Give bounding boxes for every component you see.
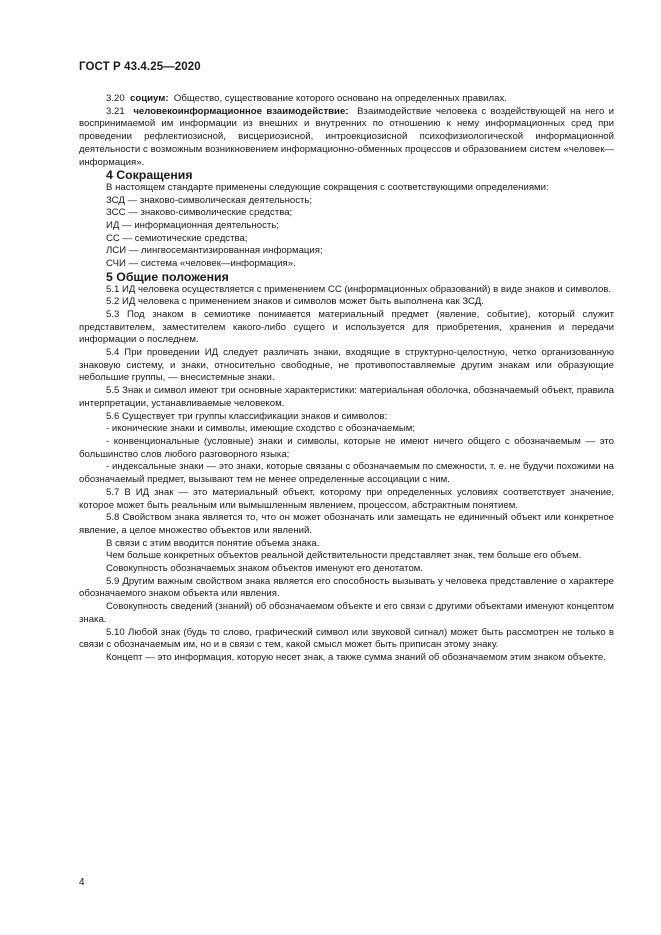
definition-number: 3.20 [106,93,125,104]
definition-3-20 [79,93,614,106]
definition-text: Общество, существование которого основано на определенных правилах. [173,93,507,104]
list-item-indexical: - индексальные знаки — это знаки, которые связаны с обозначаемым по смежности, т. е. не будучи похожими на обозначаемый предмет, вызывают тем не менее определенные ассоциации с ним. [79,461,614,486]
paragraph-5-9: 5.9 Другим важным свойством знака является его способность вызывать у человека представление о характере обозначаемого знаком объекта или явления. [79,575,614,600]
definition-number: 3.21 [106,105,125,117]
paragraph-5-9-concept: Совокупность сведений (знаний) об обозначаемом объекте и его связи с другими объектами именуют концептом знака. [79,601,614,625]
document-body [79,93,614,665]
page-number: 4 [79,877,85,888]
abbreviation-item: ЗСД — знаково-символическая деятельность; [106,194,313,206]
list-item-iconic: - иконические знаки и символы, имеющие сходство с обозначаемым; [106,423,416,435]
document-header: ГОСТ Р 43.4.25—2020 [79,61,201,73]
abbreviations-list [79,195,614,271]
section-5-heading: 5 Общие положения [106,269,229,284]
paragraph-5-10-concept: Концепт — это информация, которую несет знак, а также сумма знаний об обозначаемом этим знаком объекте. [106,651,606,663]
paragraph-5-6: 5.6 Существует три группы классификации знаков и символов: [106,410,388,422]
abbreviation-item: СЧИ — система «человек—информация». [106,258,296,270]
paragraph-5-3: 5.3 Под знаком в семиотике понимается материальный предмет (явление, событие), который служит представителем, заместителем какого-либо сущего и используется для приобретения, хранения и передачи информации о последнем. [79,308,614,346]
paragraph-5-10: 5.10 Любой знак (будь то слово, графический символ или звуковой сигнал) может быть рассмотрен не только в связи с обозначаемым им, но и в связи с тем, какой смысл может быть приписан этому знаку. [79,626,614,651]
paragraph-5-5: 5.5 Знак и символ имеют три основные характеристики: материальная оболочка, обозначаемый объект, правила интерпретации, устанавливаемые человеком. [79,385,614,409]
abbreviations-intro: В настоящем стандарте применены следующие сокращения с соответствующими определениями: [106,181,549,193]
abbreviation-item: ЗСС — знаково-символические средства; [106,207,293,219]
abbreviation-item: СС — семиотические средства; [106,232,248,244]
paragraph-5-8-more: Чем больше конкретных объектов реальной действительности представляет знак, тем больше его объем. [106,550,582,562]
list-item-conventional: - конвенциональные (условные) знаки и символы, которые не имеют ничего общего с обозначаемым — это большинство слов любого разговорного языка; [79,435,614,460]
definition-3-21 [79,106,614,170]
paragraph-5-8: 5.8 Свойством знака является то, что он может обозначать или замещать не единичный объект или конкретное явление, а целое множество объектов или явлений. [79,512,614,536]
definition-term: человекоинформационное взаимодействие: [133,105,349,117]
abbreviation-item: ИД — информационная деятельность; [106,220,279,232]
paragraph-5-7: 5.7 В ИД знак — это материальный объект, которому при определенных условиях соответствует значение, которое может быть реальным или вымышленным явлением, процессом, абстрактным понятием. [79,486,614,511]
paragraph-5-8-volume: В связи с этим вводится понятие объема знака. [106,537,320,549]
section-4-heading: 4 Сокращения [106,168,193,183]
definition-term: социум: [130,93,169,104]
paragraph-5-4: 5.4 При проведении ИД следует различать знаки, входящие в структурно-целостную, четко организованную знаковую систему, и знаки, относительно свободные, не противопоставляемые другим знакам или образующие небольшие группы, — внесистемные знаки. [79,347,614,384]
abbreviation-item: ЛСИ — лингвосемантизированная информация; [106,245,323,257]
paragraph-5-8-denotation: Совокупность обозначаемых знаком объектов именуют его денотатом. [106,563,424,575]
paragraph-5-2: 5.2 ИД человека с применением знаков и символов может быть выполнена как ЗСД. [106,296,484,308]
paragraph-5-1: 5.1 ИД человека осуществляется с применением СС (информационных образований) в виде знаков и символов. [106,283,612,295]
definition-text: Взаимодействие человека с воздействующей на него и воспринимаемой им информации из внешних и внутренних по отношению к нему информационных сред при проведении рефлектиозисной, висцериозисной, интроекциозисной психофизиологической информационной деятельности с возможным возникновением информационно-обменных процессов и образованием систем «человек—информация». [79,105,614,168]
